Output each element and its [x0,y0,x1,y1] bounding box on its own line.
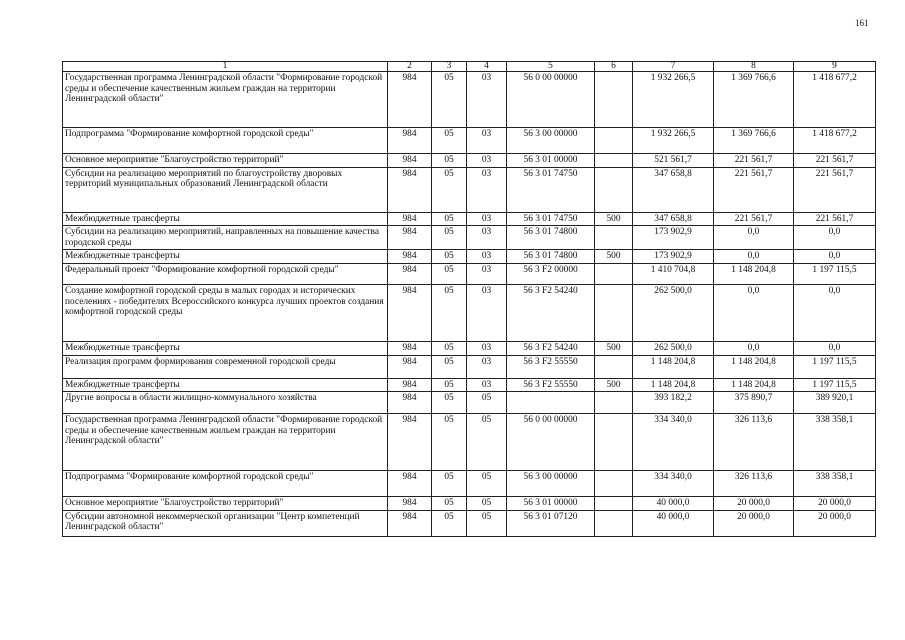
gr-code-cell: 984 [388,128,432,154]
amount-year1-cell: 173 902,9 [633,226,714,250]
row-name-cell: Субсидии на реализацию мероприятий по благоустройству дворовых территорий муниципальных образований Ленинградской области [63,167,388,212]
target-article-cell: 56 3 00 00000 [507,471,595,497]
section-cell: 05 [432,226,467,250]
expense-type-cell [595,263,633,284]
target-article-cell: 56 3 01 07120 [507,510,595,536]
target-article-cell: 56 3 01 00000 [507,497,595,511]
amount-year3-cell: 221 561,7 [794,154,876,168]
expense-type-cell: 500 [595,378,633,392]
amount-year2-cell: 326 113,6 [714,414,794,471]
target-article-cell: 56 3 01 74750 [507,212,595,226]
header-cell: 5 [507,62,595,72]
header-cell: 3 [432,62,467,72]
gr-code-cell: 984 [388,154,432,168]
amount-year3-cell: 0,0 [794,226,876,250]
amount-year2-cell: 1 369 766,6 [714,72,794,128]
amount-year3-cell: 20 000,0 [794,497,876,511]
amount-year1-cell: 1 932 266,5 [633,128,714,154]
gr-code-cell: 984 [388,250,432,264]
amount-year3-cell: 338 358,1 [794,414,876,471]
amount-year1-cell: 334 340,0 [633,471,714,497]
amount-year2-cell: 1 148 204,8 [714,378,794,392]
table-row [63,250,876,264]
subsection-cell: 05 [467,471,507,497]
table-row [63,72,876,128]
expense-type-cell [595,226,633,250]
target-article-cell: 56 3 F2 55550 [507,378,595,392]
subsection-cell: 05 [467,414,507,471]
amount-year3-cell: 20 000,0 [794,510,876,536]
amount-year1-cell: 40 000,0 [633,510,714,536]
subsection-cell: 03 [467,128,507,154]
amount-year1-cell: 173 902,9 [633,250,714,264]
amount-year2-cell: 221 561,7 [714,212,794,226]
table-row [63,284,876,341]
subsection-cell: 05 [467,392,507,414]
gr-code-cell: 984 [388,510,432,536]
amount-year1-cell: 1 932 266,5 [633,72,714,128]
header-cell: 7 [633,62,714,72]
gr-code-cell: 984 [388,284,432,341]
gr-code-cell: 984 [388,263,432,284]
expense-type-cell [595,284,633,341]
amount-year3-cell: 0,0 [794,341,876,355]
table-row [63,263,876,284]
table-row [63,341,876,355]
section-cell: 05 [432,250,467,264]
target-article-cell: 56 0 00 00000 [507,72,595,128]
gr-code-cell: 984 [388,72,432,128]
subsection-cell: 03 [467,167,507,212]
gr-code-cell: 984 [388,414,432,471]
subsection-cell: 03 [467,250,507,264]
amount-year3-cell: 1 197 115,5 [794,378,876,392]
gr-code-cell: 984 [388,392,432,414]
row-name-cell: Межбюджетные трансферты [63,212,388,226]
expense-type-cell [595,154,633,168]
row-name-cell: Основное мероприятие "Благоустройство территорий" [63,154,388,168]
amount-year1-cell: 393 182,2 [633,392,714,414]
amount-year2-cell: 20 000,0 [714,497,794,511]
section-cell: 05 [432,414,467,471]
subsection-cell: 05 [467,510,507,536]
amount-year1-cell: 40 000,0 [633,497,714,511]
gr-code-cell: 984 [388,341,432,355]
amount-year2-cell: 0,0 [714,250,794,264]
subsection-cell: 05 [467,497,507,511]
amount-year1-cell: 1 148 204,8 [633,378,714,392]
amount-year2-cell: 221 561,7 [714,167,794,212]
row-name-cell: Государственная программа Ленинградской области "Формирование городской среды и обеспечение качественным жильем граждан на территории Ленинградской области" [63,72,388,128]
amount-year2-cell: 375 890,7 [714,392,794,414]
row-name-cell: Другие вопросы в области жилищно-коммунального хозяйства [63,392,388,414]
amount-year3-cell: 221 561,7 [794,212,876,226]
amount-year2-cell: 1 148 204,8 [714,263,794,284]
gr-code-cell: 984 [388,212,432,226]
gr-code-cell: 984 [388,497,432,511]
page-number: 161 [855,18,869,28]
amount-year1-cell: 262 500,0 [633,284,714,341]
amount-year2-cell: 0,0 [714,341,794,355]
gr-code-cell: 984 [388,378,432,392]
header-row [63,62,876,72]
table-row [63,378,876,392]
section-cell: 05 [432,154,467,168]
amount-year3-cell: 1 418 677,2 [794,128,876,154]
section-cell: 05 [432,378,467,392]
target-article-cell: 56 3 01 74750 [507,167,595,212]
row-name-cell: Подпрограмма "Формирование комфортной городской среды" [63,128,388,154]
amount-year1-cell: 1 148 204,8 [633,355,714,378]
amount-year2-cell: 221 561,7 [714,154,794,168]
expense-type-cell [595,414,633,471]
amount-year1-cell: 521 561,7 [633,154,714,168]
budget-table [62,61,876,537]
table-row [63,212,876,226]
target-article-cell [507,392,595,414]
subsection-cell: 03 [467,226,507,250]
amount-year1-cell: 347 658,8 [633,212,714,226]
expense-type-cell: 500 [595,212,633,226]
gr-code-cell: 984 [388,226,432,250]
section-cell: 05 [432,72,467,128]
gr-code-cell: 984 [388,471,432,497]
amount-year3-cell: 338 358,1 [794,471,876,497]
expense-type-cell: 500 [595,250,633,264]
amount-year2-cell: 0,0 [714,226,794,250]
row-name-cell: Межбюджетные трансферты [63,250,388,264]
section-cell: 05 [432,128,467,154]
target-article-cell: 56 3 F2 55550 [507,355,595,378]
section-cell: 05 [432,510,467,536]
expense-type-cell [595,497,633,511]
target-article-cell: 56 3 01 74800 [507,250,595,264]
amount-year1-cell: 262 500,0 [633,341,714,355]
section-cell: 05 [432,284,467,341]
header-cell: 6 [595,62,633,72]
table-row [63,154,876,168]
subsection-cell: 03 [467,378,507,392]
expense-type-cell: 500 [595,341,633,355]
section-cell: 05 [432,341,467,355]
amount-year2-cell: 20 000,0 [714,510,794,536]
row-name-cell: Субсидии автономной некоммерческой организации "Центр компетенций Ленинградской области" [63,510,388,536]
table-row [63,471,876,497]
target-article-cell: 56 3 F2 00000 [507,263,595,284]
amount-year1-cell: 1 410 704,8 [633,263,714,284]
subsection-cell: 03 [467,341,507,355]
amount-year3-cell: 0,0 [794,250,876,264]
expense-type-cell [595,128,633,154]
table-row [63,355,876,378]
amount-year1-cell: 334 340,0 [633,414,714,471]
section-cell: 05 [432,392,467,414]
section-cell: 05 [432,471,467,497]
table-row [63,510,876,536]
amount-year3-cell: 1 197 115,5 [794,355,876,378]
table-row [63,226,876,250]
amount-year2-cell: 1 148 204,8 [714,355,794,378]
row-name-cell: Подпрограмма "Формирование комфортной городской среды" [63,471,388,497]
section-cell: 05 [432,355,467,378]
amount-year3-cell: 1 197 115,5 [794,263,876,284]
amount-year3-cell: 389 920,1 [794,392,876,414]
subsection-cell: 03 [467,284,507,341]
section-cell: 05 [432,263,467,284]
header-cell: 1 [63,62,388,72]
header-cell: 9 [794,62,876,72]
gr-code-cell: 984 [388,167,432,212]
row-name-cell: Государственная программа Ленинградской области "Формирование городской среды и обеспечение качественным жильем граждан на территории Ленинградской области" [63,414,388,471]
table-row [63,167,876,212]
amount-year2-cell: 1 369 766,6 [714,128,794,154]
subsection-cell: 03 [467,154,507,168]
table-row [63,128,876,154]
header-cell: 8 [714,62,794,72]
table-row [63,497,876,511]
target-article-cell: 56 3 F2 54240 [507,284,595,341]
row-name-cell: Федеральный проект "Формирование комфортной городской среды" [63,263,388,284]
subsection-cell: 03 [467,355,507,378]
header-cell: 4 [467,62,507,72]
section-cell: 05 [432,497,467,511]
expense-type-cell [595,355,633,378]
expense-type-cell [595,392,633,414]
target-article-cell: 56 3 00 00000 [507,128,595,154]
row-name-cell: Межбюджетные трансферты [63,341,388,355]
amount-year3-cell: 0,0 [794,284,876,341]
expense-type-cell [595,471,633,497]
amount-year3-cell: 221 561,7 [794,167,876,212]
table-row [63,414,876,471]
amount-year2-cell: 0,0 [714,284,794,341]
gr-code-cell: 984 [388,355,432,378]
row-name-cell: Субсидии на реализацию мероприятий, направленных на повышение качества городской среды [63,226,388,250]
row-name-cell: Межбюджетные трансферты [63,378,388,392]
amount-year2-cell: 326 113,6 [714,471,794,497]
target-article-cell: 56 3 F2 54240 [507,341,595,355]
section-cell: 05 [432,167,467,212]
subsection-cell: 03 [467,212,507,226]
expense-type-cell [595,72,633,128]
subsection-cell: 03 [467,263,507,284]
expense-type-cell [595,167,633,212]
expense-type-cell [595,510,633,536]
target-article-cell: 56 3 01 74800 [507,226,595,250]
row-name-cell: Создание комфортной городской среды в малых городах и исторических поселениях - победителях Всероссийского конкурса лучших проектов создания комфортной городской среды [63,284,388,341]
target-article-cell: 56 0 00 00000 [507,414,595,471]
row-name-cell: Основное мероприятие "Благоустройство территорий" [63,497,388,511]
table-row [63,392,876,414]
row-name-cell: Реализация программ формирования современной городской среды [63,355,388,378]
amount-year3-cell: 1 418 677,2 [794,72,876,128]
header-cell: 2 [388,62,432,72]
target-article-cell: 56 3 01 00000 [507,154,595,168]
subsection-cell: 03 [467,72,507,128]
section-cell: 05 [432,212,467,226]
amount-year1-cell: 347 658,8 [633,167,714,212]
